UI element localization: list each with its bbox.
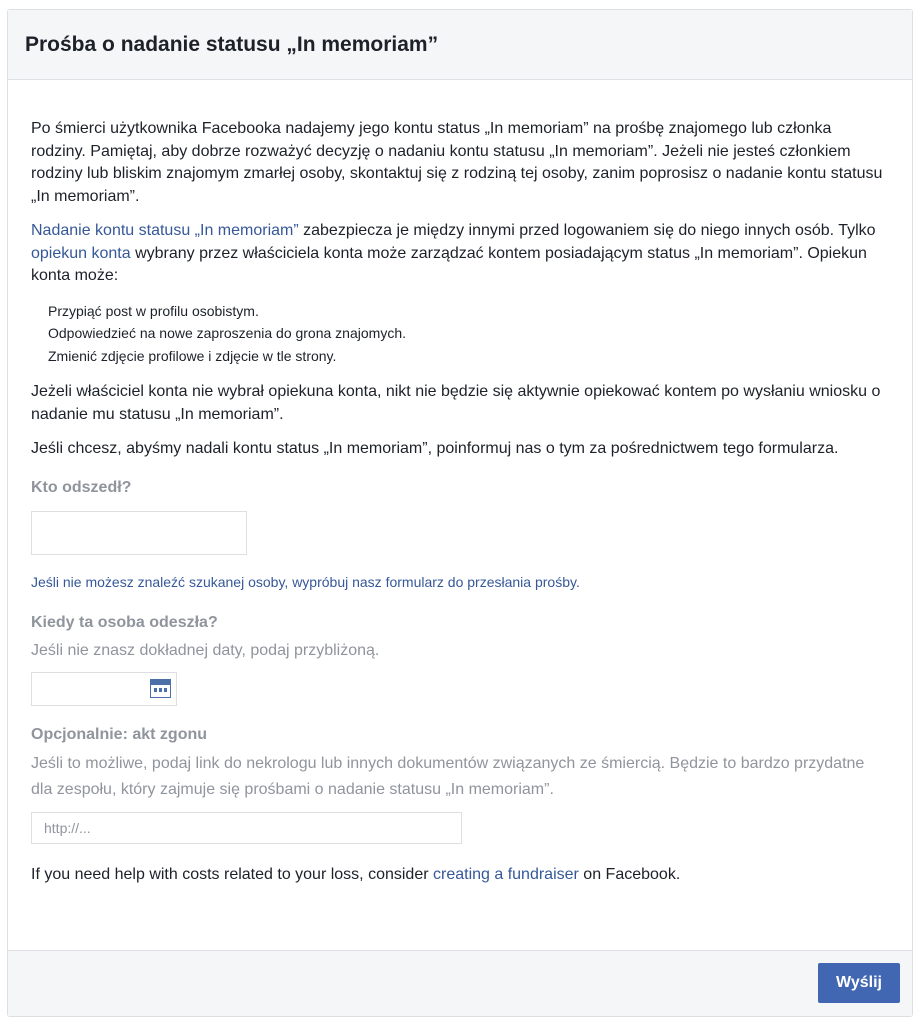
fundraiser-note <box>31 864 889 887</box>
death-certificate-hint: Jeśli to możliwe, podaj link do nekrologu lub innych dokumentów związanych ze śmiercią. Będzie to bardzo przydatne dla zespołu, który zajmuje się prośbami o nadanie statusu „In memoriam”. <box>31 754 865 798</box>
calendar-icon[interactable] <box>150 679 171 698</box>
intro-paragraph-4: Jeśli chcesz, abyśmy nadali kontu status „In memoriam”, poinformuj nas o tym za pośrednictwem tego formularza. <box>31 440 839 457</box>
list-item: Odpowiedzieć na nowe zaproszenia do grona znajomych. <box>48 325 406 341</box>
send-button[interactable]: Wyślij <box>818 963 900 1003</box>
intro-p2-text1: zabezpiecza je między innymi przed logowaniem się do niego innych osób. Tylko <box>298 222 876 239</box>
legacy-contact-link[interactable]: opiekun konta <box>31 244 131 262</box>
fundraiser-link[interactable]: creating a fundraiser <box>433 865 579 883</box>
who-label: Kto odszedł? <box>31 478 132 496</box>
memorial-request-dialog <box>7 9 913 1017</box>
intro-paragraph-2 <box>31 220 889 288</box>
when-hint: Jeśli nie znasz dokładnej daty, podaj przybliżoną. <box>31 642 380 659</box>
obituary-url-input[interactable] <box>31 812 462 844</box>
dialog-title: Prośba o nadanie statusu „In memoriam” <box>25 32 439 56</box>
who-input[interactable] <box>31 511 247 555</box>
legacy-contact-abilities-list <box>48 300 889 368</box>
when-label: Kiedy ta osoba odeszła? <box>31 613 218 631</box>
intro-paragraph-3: Jeżeli właściciel konta nie wybrał opiekuna konta, nikt nie będzie się aktywnie opiekować kontem po wysłaniu wniosku o nadanie mu statusu „In memoriam”. <box>31 383 881 423</box>
death-certificate-label: Opcjonalnie: akt zgonu <box>31 726 208 743</box>
list-item: Zmienić zdjęcie profilowe i zdjęcie w tle strony. <box>48 347 337 364</box>
fundraiser-text2: on Facebook. <box>578 865 681 883</box>
dialog-body <box>8 80 912 886</box>
alternate-form-link[interactable]: Jeśli nie możesz znaleźć szukanej osoby, wypróbuj nasz formularz do przesłania prośby. <box>31 574 580 590</box>
intro-paragraph-1: Po śmierci użytkownika Facebooka nadajemy jego kontu status „In memoriam” na prośbę znajomego lub członka rodziny. Pamiętaj, aby dobrze rozważyć decyzję o nadaniu kontu statusu „In memoriam”. Jeżeli nie jesteś członkiem rodziny lub bliskim znajomym zmarłej osoby, skontaktuj się z rodziną tej osoby, zanim poprosisz o nadanie kontu statusu „In memoriam”. <box>31 120 883 205</box>
dialog-footer <box>8 950 912 1016</box>
memorial-info-link[interactable]: Nadanie kontu statusu „In memoriam” <box>31 222 299 239</box>
dialog-header <box>8 10 912 80</box>
list-item: Przypiąć post w profilu osobistym. <box>48 302 259 319</box>
fundraiser-text1: If you need help with costs related to your loss, consider <box>31 865 433 883</box>
intro-p2-text2: wybrany przez właściciela konta może zarządzać kontem posiadającym status „In memoriam”. Opiekun konta może: <box>31 244 867 284</box>
date-input[interactable] <box>31 672 177 706</box>
